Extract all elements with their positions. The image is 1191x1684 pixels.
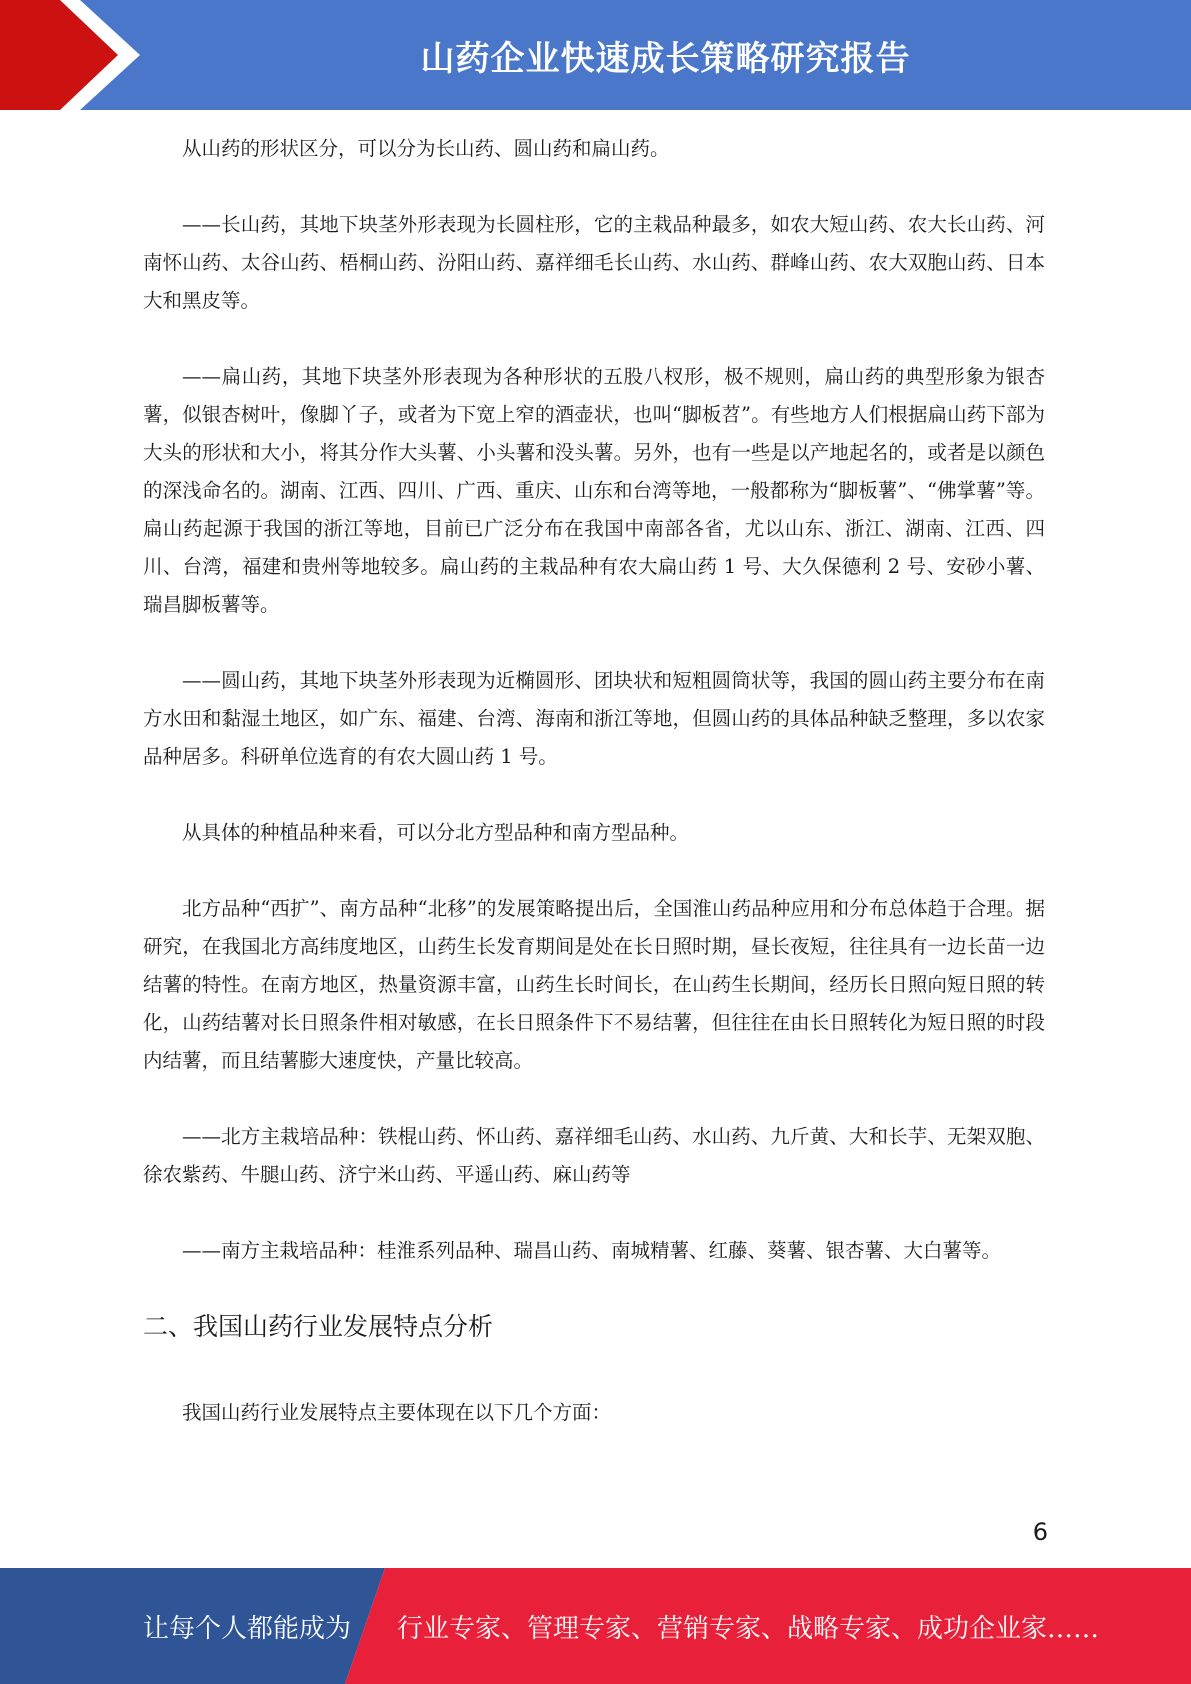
paragraph-north-varieties: ——北方主栽培品种：铁棍山药、怀山药、嘉祥细毛山药、水山药、九斤黄、大和长芋、无架双胞、徐农紫药、牛腿山药、济宁米山药、平遥山药、麻山药等 bbox=[143, 1125, 1045, 1186]
paragraph-long-yam: ——长山药，其地下块茎外形表现为长圆柱形，它的主栽品种最多，如农大短山药、农大长山药、河南怀山药、太谷山药、梧桐山药、汾阳山药、嘉祥细毛长山药、水山药、群峰山药、农大双胞山药、日本大和黑皮等。 bbox=[143, 213, 1045, 312]
paragraph-south-varieties: ——南方主栽培品种：桂淮系列品种、瑞昌山药、南城精薯、红藤、葵薯、银杏薯、大白薯等。 bbox=[182, 1239, 1002, 1262]
report-title: 山药企业快速成长策略研究报告 bbox=[420, 38, 911, 79]
document-body bbox=[143, 130, 1045, 1470]
page-header bbox=[0, 0, 1191, 110]
paragraph-flat-yam: ——扁山药，其地下块茎外形表现为各种形状的五股八杈形，极不规则，扁山药的典型形象为银杏薯，似银杏树叶，像脚丫子，或者为下宽上窄的酒壶状，也叫“脚板苕”。有些地方人们根据扁山药下部为大头的形状和大小，将其分作大头薯、小头薯和没头薯。另外，也有一些是以产地起名的，或者是以颜色的深浅命名的。湖南、江西、四川、广西、重庆、山东和台湾等地，一般都称为“脚板薯”、“佛掌薯”等。扁山药起源于我国的浙江等地，目前已广泛分布在我国中南部各省，尤以山东、浙江、湖南、江西、四川、台湾，福建和贵州等地较多。扁山药的主栽品种有农大扁山药 1 号、大久保德利 2 号、安砂小薯、瑞昌脚板薯等。 bbox=[143, 365, 1045, 616]
footer-slogan-left: 让每个人都能成为 bbox=[143, 1613, 352, 1644]
header-arrow-decoration bbox=[0, 0, 160, 110]
paragraph-characteristics-intro: 我国山药行业发展特点主要体现在以下几个方面： bbox=[182, 1401, 612, 1424]
page-footer bbox=[0, 1568, 1191, 1684]
paragraph-round-yam: ——圆山药，其地下块茎外形表现为近椭圆形、团块状和短粗圆筒状等，我国的圆山药主要分布在南方水田和黏湿土地区，如广东、福建、台湾、海南和浙江等地，但圆山药的具体品种缺乏整理，多以农家品种居多。科研单位选育的有农大圆山药 1 号。 bbox=[143, 669, 1045, 768]
section-heading: 二、我国山药行业发展特点分析 bbox=[143, 1312, 494, 1341]
footer-slogan-right: 行业专家、管理专家、营销专家、战略专家、成功企业家…… bbox=[397, 1613, 1100, 1644]
page-number: 6 bbox=[1032, 1518, 1048, 1546]
paragraph-north-south-strategy: 北方品种“西扩”、南方品种“北移”的发展策略提出后，全国淮山药品种应用和分布总体趋于合理。据研究，在我国北方高纬度地区，山药生长发育期间是处在长日照时期，昼长夜短，往往具有一边长苗一边结薯的特性。在南方地区，热量资源丰富，山药生长时间长，在山药生长期间，经历长日照向短日照的转化，山药结薯对长日照条件相对敏感，在长日照条件下不易结薯，但往往在由长日照转化为短日照的时段内结薯，而且结薯膨大速度快，产量比较高。 bbox=[143, 897, 1045, 1072]
paragraph-variety-intro: 从具体的种植品种来看，可以分北方型品种和南方型品种。 bbox=[182, 821, 690, 844]
paragraph-shape-intro: 从山药的形状区分，可以分为长山药、圆山药和扁山药。 bbox=[182, 137, 670, 160]
